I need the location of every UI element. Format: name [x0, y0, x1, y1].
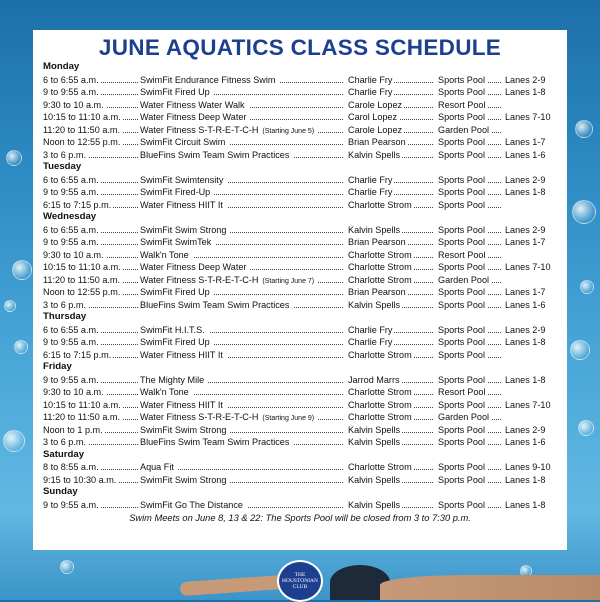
class-time: 9:30 to 10 a.m. [43, 249, 104, 260]
lanes: Lanes 1-8 [505, 87, 546, 97]
schedule-row [43, 186, 557, 199]
class-time: 9 to 9:55 a.m. [43, 237, 99, 247]
instructor: Kalvin Spells [348, 224, 401, 235]
lanes: Lanes 7-10 [505, 112, 551, 122]
class-time: 11:20 to 11:50 a.m. [43, 124, 121, 135]
class-name-group [140, 324, 209, 337]
pool-location: Sports Pool [438, 112, 486, 122]
lanes: Lanes 2-9 [505, 74, 546, 85]
day-heading: Monday [43, 61, 80, 72]
schedule-list [43, 61, 557, 511]
class-time: 6 to 6:55 a.m. [43, 174, 99, 185]
class-time: 11:20 to 11:50 a.m. [43, 274, 121, 285]
schedule-row [43, 236, 557, 249]
instructor: Carole Lopez [348, 99, 403, 110]
class-name-group [140, 499, 247, 512]
pool-location: Sports Pool [438, 299, 486, 310]
class-name: SwimFit Swim Strong [140, 424, 227, 435]
class-name-group [140, 436, 293, 449]
day-heading: Wednesday [43, 211, 97, 222]
instructor: Brian Pearson [348, 137, 406, 147]
class-name: Water Fitness HIIT It [140, 349, 223, 360]
schedule-row [43, 499, 557, 512]
class-time: Noon to 1 p.m. [43, 424, 103, 435]
instructor: Charlotte Strom [348, 462, 412, 472]
lanes: Lanes 1-8 [505, 374, 546, 385]
bubble-decoration [575, 120, 593, 138]
lanes: Lanes 1-8 [505, 337, 546, 347]
schedule-row [43, 461, 557, 474]
schedule-row [43, 174, 557, 187]
class-name-group [140, 286, 214, 299]
class-name: SwimFit Fired Up [140, 87, 210, 97]
lanes: Lanes 7-10 [505, 399, 551, 410]
class-name-group [140, 461, 178, 474]
pool-location: Sports Pool [438, 87, 486, 97]
class-name: Water Fitness Deep Water [140, 112, 247, 122]
schedule-row [43, 249, 557, 262]
class-name-group [140, 374, 208, 387]
instructor: Charlie Fry [348, 324, 393, 335]
class-name: SwimFit SwimTek [140, 237, 212, 247]
class-time: 10:15 to 11:10 a.m. [43, 112, 121, 122]
pool-location: Sports Pool [438, 237, 486, 247]
schedule-row [43, 149, 557, 162]
pool-location: Sports Pool [438, 424, 486, 435]
bubble-decoration [60, 560, 74, 574]
bubble-decoration [12, 260, 32, 280]
instructor: Charlotte Strom [348, 412, 412, 422]
class-name: Water Fitness HIIT It [140, 399, 223, 410]
schedule-row [43, 374, 557, 387]
class-start-note: (Starting June 9) [262, 415, 315, 422]
instructor: Kalvin Spells [348, 424, 401, 435]
class-name: SwimFit Fired-Up [140, 187, 211, 197]
schedule-card [33, 30, 567, 550]
class-time: 9:30 to 10 a.m. [43, 99, 104, 110]
instructor: Charlotte Strom [348, 387, 412, 397]
schedule-row [43, 436, 557, 449]
class-name: SwimFit Swim Strong [140, 224, 227, 235]
class-name: Water Fitness HIIT It [140, 199, 223, 210]
pool-location: Resort Pool [438, 99, 486, 110]
lanes: Lanes 1-6 [505, 149, 546, 160]
pool-location: Garden Pool [438, 274, 490, 285]
lanes: Lanes 2-9 [505, 174, 546, 185]
instructor: Charlie Fry [348, 74, 393, 85]
pool-location: Sports Pool [438, 437, 486, 447]
pool-location: Sports Pool [438, 324, 486, 335]
bubble-decoration [6, 150, 22, 166]
class-time: 3 to 6 p.m. [43, 299, 86, 310]
pool-location: Sports Pool [438, 174, 486, 185]
pool-location: Sports Pool [438, 399, 486, 410]
schedule-row [43, 324, 557, 337]
class-name-group [140, 86, 214, 99]
pool-location: Resort Pool [438, 249, 486, 260]
class-name-group [140, 224, 230, 237]
lanes: Lanes 1-7 [505, 237, 546, 247]
class-time: 3 to 6 p.m. [43, 437, 86, 447]
lanes: Lanes 2-9 [505, 424, 546, 435]
lanes: Lanes 9-10 [505, 462, 551, 472]
class-start-note: (Starting June 7) [262, 277, 315, 285]
lanes: Lanes 1-7 [505, 137, 546, 147]
schedule-row [43, 261, 557, 274]
instructor: Kalvin Spells [348, 299, 401, 310]
schedule-row [43, 224, 557, 237]
pool-location: Sports Pool [438, 374, 486, 385]
pool-location: Garden Pool [438, 124, 490, 135]
class-time: 10:15 to 11:10 a.m. [43, 262, 121, 272]
bubble-decoration [570, 340, 590, 360]
class-name-group [140, 249, 193, 262]
instructor: Brian Pearson [348, 237, 406, 247]
schedule-row [43, 474, 557, 487]
instructor: Kalvin Spells [348, 437, 401, 447]
class-name-group [140, 424, 230, 437]
instructor: Kalvin Spells [348, 499, 401, 510]
lanes: Lanes 1-8 [505, 187, 546, 197]
pool-location: Garden Pool [438, 412, 490, 422]
class-time: Noon to 12:55 p.m. [43, 137, 121, 147]
schedule-row [43, 199, 557, 212]
schedule-row [43, 124, 557, 137]
instructor: Charlotte Strom [348, 199, 412, 210]
class-name-group [140, 149, 293, 162]
schedule-row [43, 99, 557, 112]
class-time: 9 to 9:55 a.m. [43, 187, 99, 197]
instructor: Charlotte Strom [348, 349, 412, 360]
bubble-decoration [580, 280, 594, 294]
class-time: 9:15 to 10:30 a.m. [43, 474, 117, 485]
pool-location: Sports Pool [438, 74, 486, 85]
class-name-group [140, 186, 214, 199]
pool-location: Sports Pool [438, 224, 486, 235]
class-name-group [140, 236, 215, 249]
class-name: Water Fitness S-T-R-E-T-C-H [140, 124, 259, 135]
pool-location: Resort Pool [438, 387, 486, 397]
instructor: Charlotte Strom [348, 274, 412, 285]
class-name: SwimFit Swimtensity [140, 174, 224, 185]
class-name: BlueFins Swim Team Swim Practices [140, 299, 290, 310]
instructor: Charlotte Strom [348, 249, 412, 260]
class-name: Walk'n Tone [140, 249, 189, 260]
class-name: SwimFit Swim Strong [140, 474, 227, 485]
instructor: Charlotte Strom [348, 262, 412, 272]
class-name: BlueFins Swim Team Swim Practices [140, 437, 290, 447]
schedule-row [43, 399, 557, 412]
schedule-row [43, 274, 557, 287]
instructor: Charlie Fry [348, 337, 393, 347]
class-start-note: (Starting June 5) [262, 127, 315, 135]
bubble-decoration [3, 430, 25, 452]
pool-location: Sports Pool [438, 462, 486, 472]
instructor: Charlotte Strom [348, 399, 412, 410]
class-name: BlueFins Swim Team Swim Practices [140, 149, 290, 160]
class-name: SwimFit Go The Distance [140, 499, 243, 510]
class-name-group [140, 474, 230, 487]
class-name: SwimFit Endurance Fitness Swim [140, 74, 276, 85]
lanes: Lanes 1-8 [505, 499, 546, 510]
schedule-row [43, 86, 557, 99]
lanes: Lanes 2-9 [505, 324, 546, 335]
instructor: Kalvin Spells [348, 149, 401, 160]
class-name-group [140, 299, 293, 312]
class-name: Water Fitness S-T-R-E-T-C-H [140, 274, 259, 285]
class-name: Water Fitness Water Walk [140, 99, 245, 110]
lanes: Lanes 1-7 [505, 287, 546, 297]
swimmer-body [380, 575, 600, 600]
class-name: Water Fitness Deep Water [140, 262, 247, 272]
lanes: Lanes 7-10 [505, 262, 551, 272]
schedule-row [43, 336, 557, 349]
schedule-row [43, 349, 557, 362]
class-name-group [140, 99, 249, 112]
class-name-group [140, 261, 250, 274]
class-name: Walk'n Tone [140, 387, 189, 397]
bubble-decoration [4, 300, 16, 312]
class-time: 6 to 6:55 a.m. [43, 224, 99, 235]
schedule-row [43, 111, 557, 124]
lanes: Lanes 1-6 [505, 437, 546, 447]
class-name-group [140, 74, 279, 87]
class-time: 11:20 to 11:50 a.m. [43, 412, 121, 422]
class-time: 6:15 to 7:15 p.m. [43, 349, 112, 360]
class-time: 8 to 8:55 a.m. [43, 462, 99, 472]
lanes: Lanes 2-9 [505, 224, 546, 235]
bubble-decoration [578, 420, 594, 436]
pool-location: Sports Pool [438, 337, 486, 347]
instructor: Carol Lopez [348, 112, 398, 122]
instructor: Charlie Fry [348, 187, 393, 197]
class-time: 10:15 to 11:10 a.m. [43, 399, 121, 410]
schedule-row [43, 386, 557, 399]
class-name: SwimFit H.I.T.S. [140, 324, 205, 335]
class-time: 3 to 6 p.m. [43, 149, 86, 160]
day-heading: Friday [43, 361, 72, 372]
pool-location: Sports Pool [438, 499, 486, 510]
pool-location: Sports Pool [438, 474, 486, 485]
day-heading: Tuesday [43, 161, 82, 172]
class-name: SwimFit Circuit Swim [140, 137, 226, 147]
class-time: 6 to 6:55 a.m. [43, 74, 99, 85]
schedule-row [43, 74, 557, 87]
instructor: Charlie Fry [348, 174, 393, 185]
pool-location: Sports Pool [438, 137, 486, 147]
class-time: 9 to 9:55 a.m. [43, 337, 99, 347]
class-name-group [140, 336, 214, 349]
class-time: Noon to 12:55 p.m. [43, 287, 121, 297]
class-name-group [140, 174, 227, 187]
class-time: 6 to 6:55 a.m. [43, 324, 99, 335]
schedule-row [43, 286, 557, 299]
page-title: JUNE AQUATICS CLASS SCHEDULE [98, 35, 502, 60]
bubble-decoration [14, 340, 28, 354]
class-time: 6:15 to 7:15 p.m. [43, 199, 112, 210]
bubble-decoration [572, 200, 596, 224]
class-time: 9 to 9:55 a.m. [43, 374, 99, 385]
instructor: Jarrod Marrs [348, 374, 400, 385]
instructor: Carole Lopez [348, 124, 403, 135]
class-name-group [140, 349, 227, 362]
club-logo [277, 560, 323, 602]
footnote: Swim Meets on June 8, 13 & 22: The Sports Pool will be closed from 3 to 7:30 p.m. [129, 513, 471, 523]
class-time: 9 to 9:55 a.m. [43, 499, 99, 510]
schedule-row [43, 424, 557, 437]
pool-location: Sports Pool [438, 262, 486, 272]
class-name: SwimFit Fired Up [140, 287, 210, 297]
class-name-group [140, 111, 250, 124]
pool-location: Sports Pool [438, 199, 486, 210]
logo-text: THE HOUSTONIAN CLUB [282, 572, 318, 590]
schedule-row [43, 299, 557, 312]
class-time: 9 to 9:55 a.m. [43, 87, 99, 97]
lanes: Lanes 1-8 [505, 474, 546, 485]
pool-location: Sports Pool [438, 287, 486, 297]
day-heading: Saturday [43, 448, 85, 460]
class-name-group [140, 386, 193, 399]
pool-location: Sports Pool [438, 149, 486, 160]
schedule-row [43, 136, 557, 149]
lanes: Lanes 1-6 [505, 299, 546, 310]
day-heading: Thursday [43, 311, 87, 322]
instructor: Kalvin Spells [348, 474, 401, 485]
instructor: Charlie Fry [348, 87, 393, 97]
class-name: Aqua Fit [140, 462, 174, 472]
class-name-group [140, 199, 227, 212]
pool-location: Sports Pool [438, 187, 486, 197]
instructor: Brian Pearson [348, 287, 406, 297]
class-name: SwimFit Fired Up [140, 337, 210, 347]
class-time: 9:30 to 10 a.m. [43, 387, 104, 397]
day-heading: Sunday [43, 486, 78, 497]
class-name-group [140, 136, 229, 149]
schedule-row [43, 411, 557, 424]
class-name-group [140, 399, 227, 412]
pool-location: Sports Pool [438, 349, 486, 360]
class-name: Water Fitness S-T-R-E-T-C-H [140, 412, 259, 422]
class-name: The Mighty Mile [140, 374, 205, 385]
